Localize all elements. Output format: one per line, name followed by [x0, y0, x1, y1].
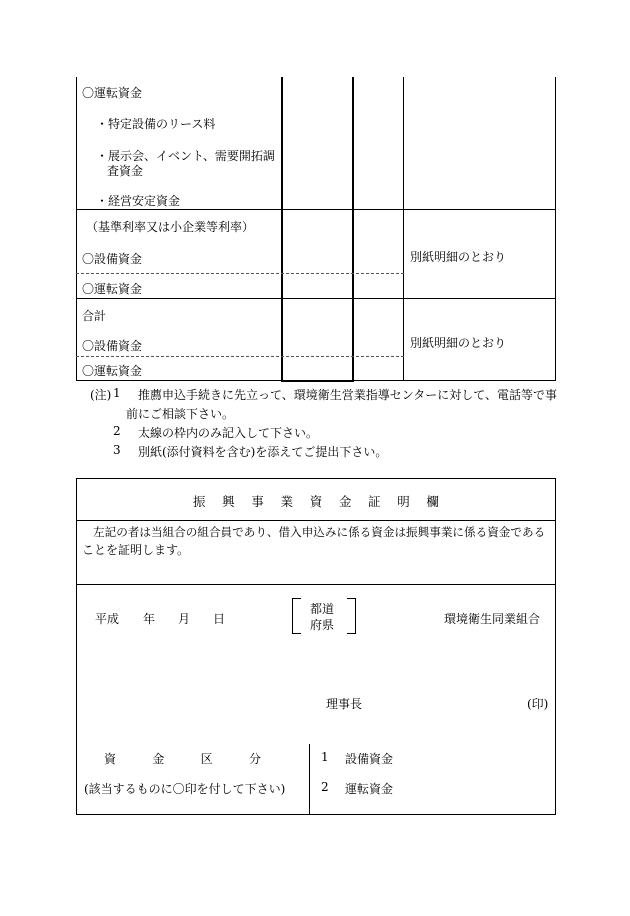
- cert-top-border: [76, 478, 556, 479]
- fund-category-instruction: (該当するものに〇印を付して下さい): [84, 782, 286, 796]
- row-divider-1: [76, 209, 556, 210]
- operating-fund-label-2: 〇運転資金: [82, 364, 143, 378]
- table-col-divider-3: [403, 77, 404, 381]
- input-frame-left: [281, 77, 283, 381]
- note-2-number: 2: [113, 424, 121, 438]
- input-frame-right: [352, 77, 354, 381]
- row-dashed-divider-2: [76, 356, 404, 357]
- option-1-number: 1: [321, 750, 329, 764]
- fund-category-divider: [309, 744, 310, 814]
- cert-title-char: 証: [368, 494, 381, 509]
- date-era: 平成: [95, 612, 120, 626]
- cert-title-char: 業: [280, 494, 294, 509]
- date-day: 日: [213, 612, 226, 626]
- base-rate-heading: （基準利率又は小企業等利率）: [86, 220, 255, 234]
- operating-fund-heading: 〇運転資金: [82, 86, 143, 100]
- prefecture-bracket: [292, 598, 356, 632]
- see-attachment-note-1: 別紙明細のとおり: [410, 250, 507, 264]
- seal-mark: (印): [527, 697, 549, 711]
- note-3-text: 別紙(添付資料を含む)を添えてご提出下さい。: [138, 445, 388, 459]
- cert-title-char: 資: [309, 494, 323, 509]
- row-dashed-divider-1: [76, 273, 404, 274]
- cert-left-border: [76, 478, 77, 815]
- fund-category-label: [104, 750, 261, 767]
- date-month: 月: [178, 612, 191, 626]
- prefecture-bottom: 府県: [310, 618, 335, 632]
- note-1-text-line2: 前にご相談下さい。: [126, 407, 235, 421]
- fund-category-char: 区: [200, 752, 213, 766]
- equipment-fund-label-2: 〇設備資金: [82, 339, 143, 353]
- cert-statement-divider: [76, 584, 556, 585]
- cert-title-char: 事: [251, 494, 264, 509]
- exhibition-item-line2: 査資金: [107, 164, 144, 178]
- row-divider-2: [76, 298, 556, 299]
- cert-statement-line1: 左記の者は当組合の組合員であり、借入申込みに係る資金は振興事業に係る資金である: [93, 525, 546, 539]
- stability-fund-item: ・経営安定資金: [96, 194, 181, 208]
- cert-title-char: 欄: [426, 494, 439, 509]
- cert-title-divider: [76, 520, 556, 521]
- cert-title: [193, 492, 439, 510]
- fund-category-char: 分: [248, 752, 261, 766]
- cert-title-char: 明: [397, 494, 410, 509]
- fund-category-char: 資: [104, 752, 117, 766]
- operating-fund-label-1: 〇運転資金: [82, 282, 143, 296]
- table-left-border: [76, 77, 77, 381]
- table-right-border: [555, 77, 556, 381]
- equipment-fund-label-1: 〇設備資金: [82, 252, 143, 266]
- option-2-operating-fund[interactable]: 運転資金: [345, 782, 394, 796]
- see-attachment-note-2: 別紙明細のとおり: [410, 336, 507, 350]
- total-heading: 合計: [82, 309, 107, 323]
- note-2-text: 太線の枠内のみ記入して下さい。: [138, 426, 319, 440]
- cert-statement-line2: ことを証明します。: [82, 543, 190, 557]
- cert-title-char: 金: [338, 494, 352, 509]
- note-1-text-line1: 推薦申込手続きに先立って、環境衛生営業指導センターに対して、電話等で事: [138, 388, 558, 402]
- lease-fee-item: ・特定設備のリース料: [96, 117, 216, 131]
- chairman-label: 理事長: [326, 697, 363, 711]
- union-name: 環境衛生同業組合: [444, 612, 541, 626]
- note-3-number: 3: [113, 443, 121, 457]
- option-1-equipment-fund[interactable]: 設備資金: [345, 752, 394, 766]
- fund-category-char: 金: [152, 752, 165, 766]
- exhibition-item-line1: ・展示会、イベント、需要開拓調: [96, 149, 275, 163]
- prefecture-top: 都道: [310, 602, 335, 616]
- date-year: 年: [143, 612, 156, 626]
- notes-label: (注): [90, 388, 112, 402]
- table-bottom-border: [76, 380, 556, 381]
- cert-right-border: [555, 478, 556, 815]
- cert-bottom-border: [76, 814, 556, 815]
- note-1-number: 1: [113, 386, 121, 400]
- cert-title-char: 振: [193, 494, 206, 509]
- option-2-number: 2: [321, 780, 329, 794]
- cert-title-char: 興: [222, 494, 235, 509]
